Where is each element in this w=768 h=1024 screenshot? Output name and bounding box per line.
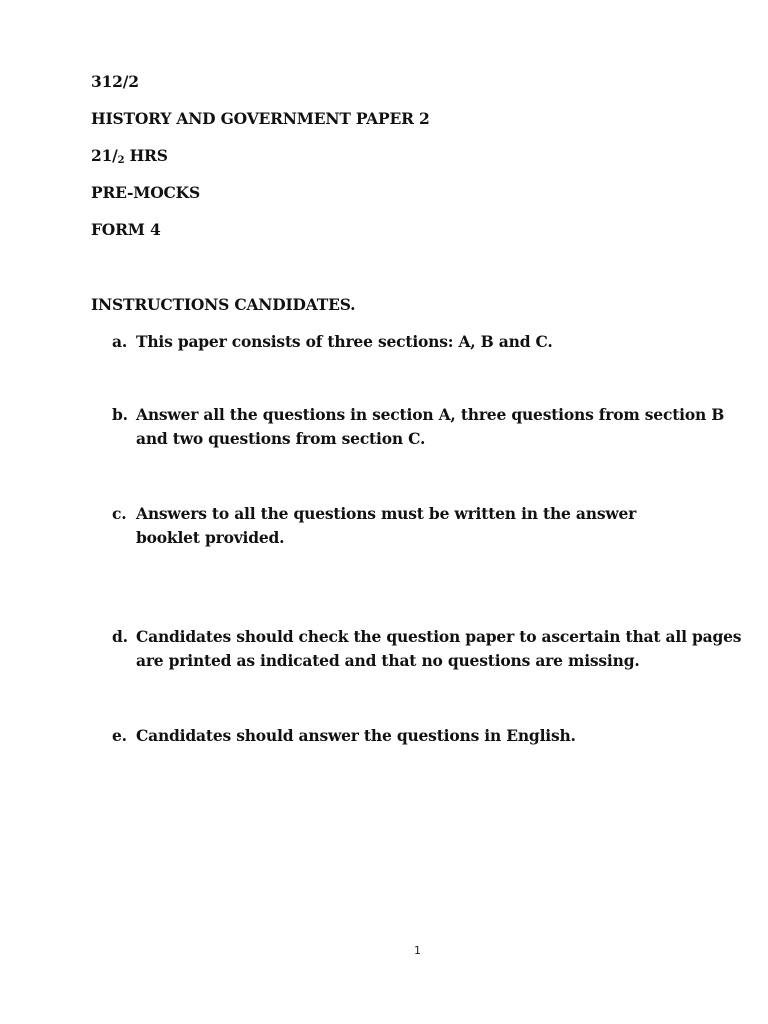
instruction-marker: a. [112,332,128,351]
instruction-text: Answers to all the questions must be written in the answer booklet provided. [136,504,637,547]
instruction-marker: d. [112,627,128,646]
duration-suffix: HRS [124,146,168,165]
instruction-text: This paper consists of three sections: A, B and C. [136,332,553,351]
instruction-text: Candidates should check the question paper to ascertain that all pages are printed as indicated and that no questions are missing. [136,627,742,670]
page-number: 1 [414,944,421,957]
paper-subject: HISTORY AND GOVERNMENT PAPER 2 [91,109,430,128]
paper-duration [91,146,168,165]
instruction-item [112,502,742,550]
instructions-title: INSTRUCTIONS CANDIDATES. [91,295,356,314]
paper-code: 312/2 [91,72,139,91]
instruction-marker: e. [112,726,127,745]
duration-prefix: 21/ [91,146,118,165]
instruction-item [112,625,742,673]
form-level: FORM 4 [91,220,161,239]
instruction-item [112,330,742,354]
exam-name: PRE-MOCKS [91,183,200,202]
instruction-text: Answer all the questions in section A, three questions from section B and two questions from section C. [136,405,725,448]
instruction-item [112,724,742,748]
instruction-marker: c. [112,504,127,523]
instruction-marker: b. [112,405,128,424]
instruction-item [112,403,742,451]
duration-subscript: 2 [117,155,125,166]
instruction-text: Candidates should answer the questions in English. [136,726,576,745]
